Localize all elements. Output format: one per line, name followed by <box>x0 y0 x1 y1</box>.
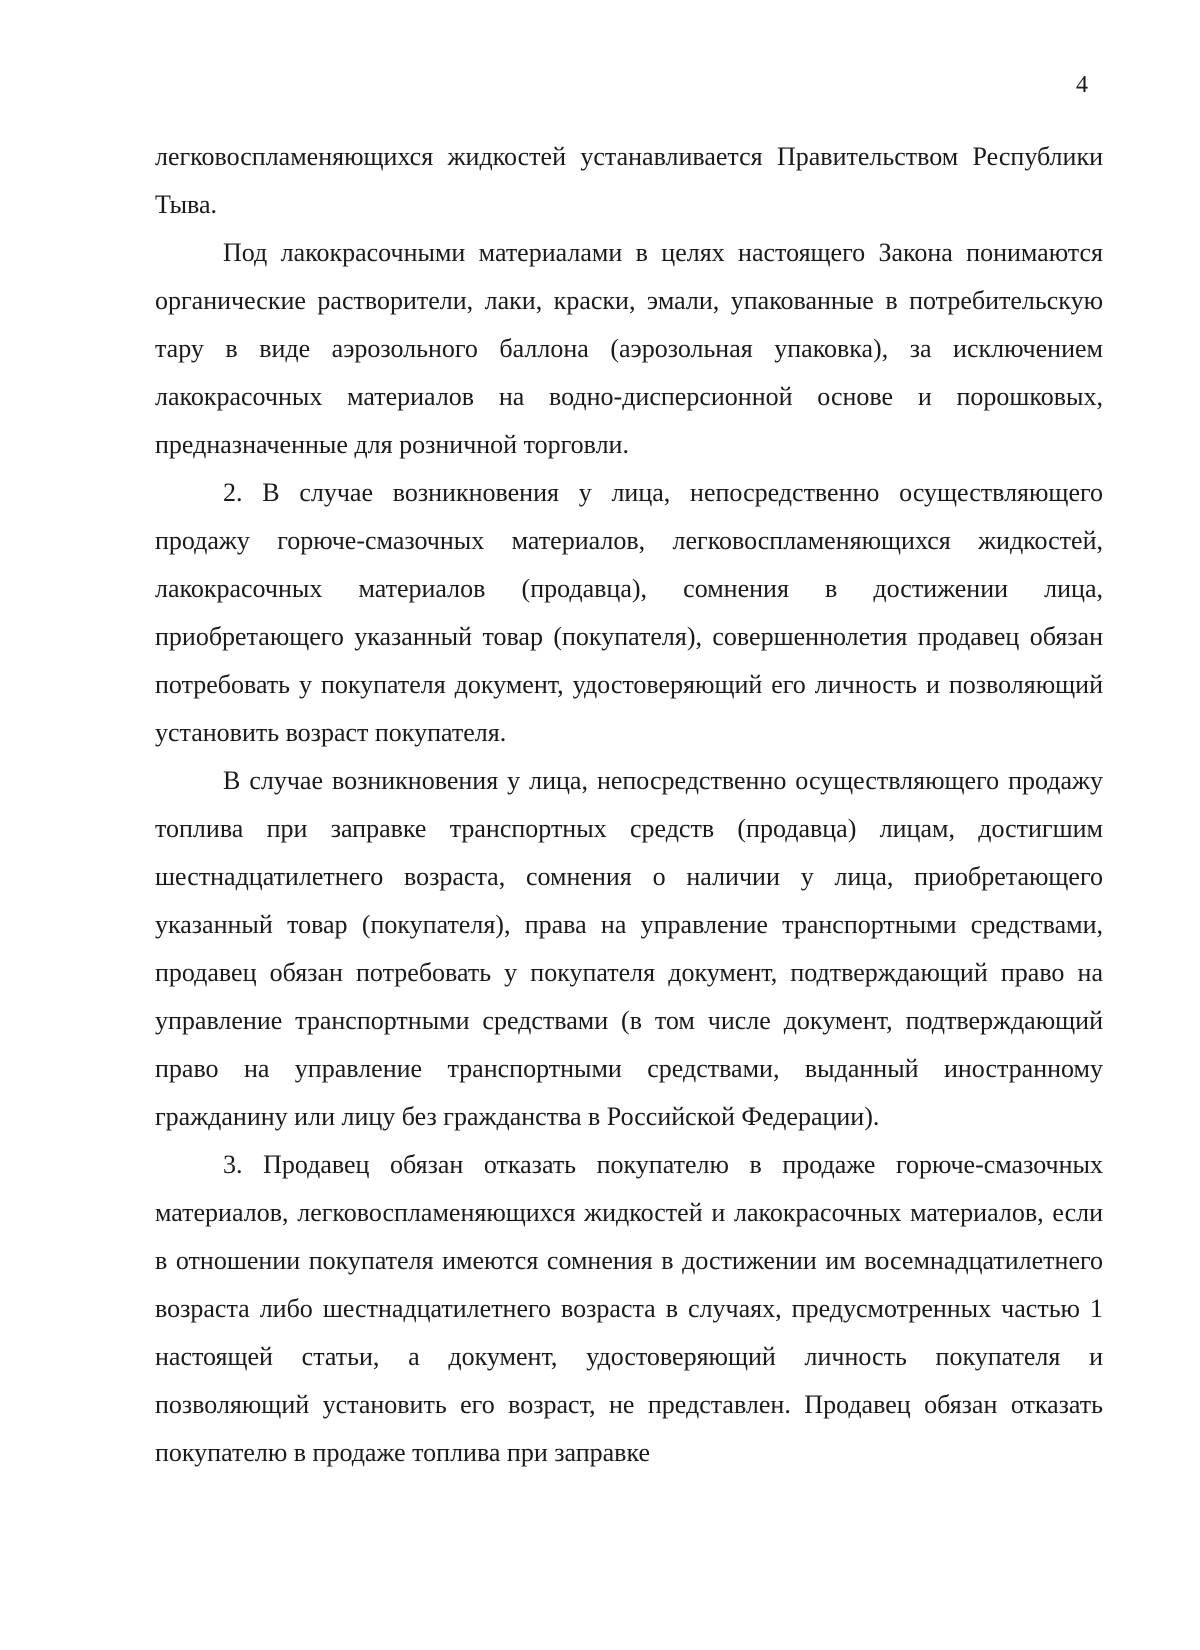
paragraph-lacquer-definition: Под лакокрасочными материалами в целях настоящего Закона понимаются органические растворители, лаки, краски, эмали, упакованные в потребительскую тару в виде аэрозольного баллона (аэрозольная упаковка), за исключением лакокрасочных материалов на водно-дисперсионной основе и порошковых, предназначенные для розничной торговли. <box>155 238 1103 459</box>
paragraph-clause-2: 2. В случае возникновения у лица, непосредственно осуществляющего продажу горюче-смазочных материалов, легковоспламеняющихся жидкостей, лакокрасочных материалов (продавца), сомнения в достижении лица, приобретающего указанный товар (покупателя), совершеннолетия продавец обязан потребовать у покупателя документ, удостоверяющий его личность и позволяющий установить возраст покупателя. <box>155 478 1103 747</box>
document-body <box>155 133 1103 1477</box>
paragraph-clause-2-fuel: В случае возникновения у лица, непосредственно осуществляющего продажу топлива при заправке транспортных средств (продавца) лицам, достигшим шестнадцатилетнего возраста, сомнения о наличии у лица, приобретающего указанный товар (покупателя), права на управление транспортными средствами, продавец обязан потребовать у покупателя документ, подтверждающий право на управление транспортными средствами (в том числе документ, подтверждающий право на управление транспортными средствами, выданный иностранному гражданину или лицу без гражданства в Российской Федерации). <box>155 766 1103 1131</box>
paragraph-continuation: легковоспламеняющихся жидкостей устанавливается Правительством Республики Тыва. <box>155 142 1103 219</box>
paragraph-clause-3: 3. Продавец обязан отказать покупателю в продаже горюче-смазочных материалов, легковоспламеняющихся жидкостей и лакокрасочных материалов, если в отношении покупателя имеются сомнения в достижении им восемнадцатилетнего возраста либо шестнадцатилетнего возраста в случаях, предусмотренных частью 1 настоящей статьи, а документ, удостоверяющий личность покупателя и позволяющий установить его возраст, не представлен. Продавец обязан отказать покупателю в продаже топлива при заправке <box>155 1150 1103 1467</box>
page-number: 4 <box>1076 72 1088 98</box>
